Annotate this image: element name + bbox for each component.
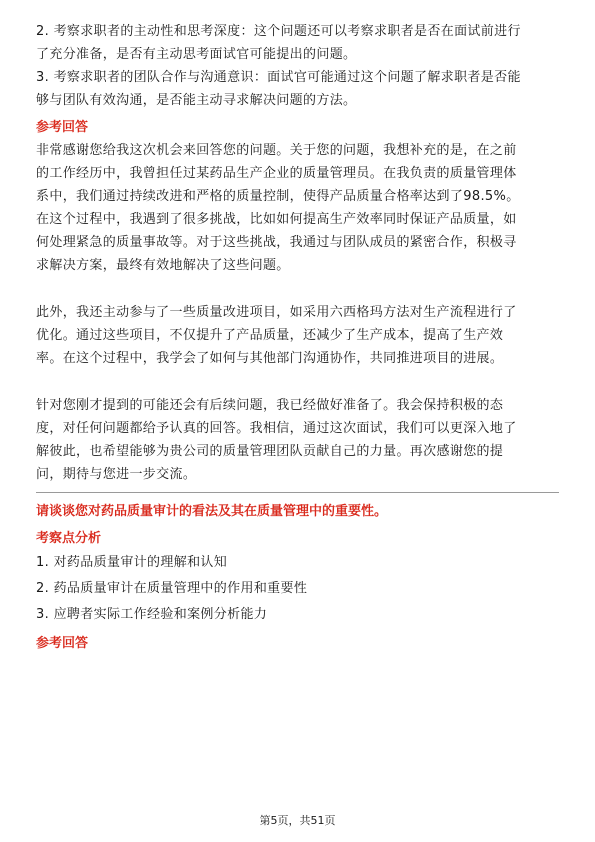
reference-answer-heading: 参考回答: [36, 120, 89, 135]
paragraph-line: 在这个过程中，我遇到了很多挑战，比如如何提高生产效率同时保证产品质量，如: [36, 212, 517, 227]
list-item: 1. 对药品质量审计的理解和认知: [36, 555, 228, 570]
point-line: 3. 考察求职者的团队合作与沟通意识：面试官可能通过这个问题了解求职者是否能: [36, 70, 521, 85]
answer-paragraph-1: [36, 139, 559, 277]
point-line: 了充分准备，是否有主动思考面试官可能提出的问题。: [36, 47, 357, 62]
answer-paragraph-2: [36, 301, 559, 370]
section-divider: [36, 492, 559, 493]
spacer: [36, 277, 559, 301]
analysis-heading: 考察点分析: [36, 531, 102, 546]
paragraph-line: 系中，我们通过持续改进和严格的质量控制，使得产品质量合格率达到了98.5%。: [36, 189, 520, 204]
paragraph-line: 的工作经历中，我曾担任过某药品生产企业的质量管理员。在我负责的质量管理体: [36, 166, 517, 181]
paragraph-line: 度，对任何问题都给予认真的回答。我相信，通过这次面试，我们可以更深入地了: [36, 421, 517, 436]
list-item: 2. 药品质量审计在质量管理中的作用和重要性: [36, 581, 308, 596]
paragraph-line: 何处理紧急的质量事故等。对于这些挑战，我通过与团队成员的紧密合作，积极寻: [36, 235, 517, 250]
exam-points-continued: [36, 20, 559, 112]
page-content: [36, 20, 559, 655]
paragraph-line: 非常感谢您给我这次机会来回答您的问题。关于您的问题，我想补充的是，在之前: [36, 143, 517, 158]
reference-answer-heading: 参考回答: [36, 636, 89, 651]
list-item: 3. 应聘者实际工作经验和案例分析能力: [36, 607, 268, 622]
spacer: [36, 370, 559, 394]
paragraph-line: 此外，我还主动参与了一些质量改进项目，如采用六西格玛方法对生产流程进行了: [36, 305, 517, 320]
paragraph-line: 求解决方案，最终有效地解决了这些问题。: [36, 258, 290, 273]
page-number: 第5页，共51页: [259, 814, 336, 827]
paragraph-line: 针对您刚才提到的可能还会有后续问题，我已经做好准备了。我会保持积极的态: [36, 398, 504, 413]
paragraph-line: 率。在这个过程中，我学会了如何与其他部门沟通协作，共同推进项目的进展。: [36, 351, 504, 366]
paragraph-line: 解彼此，也希望能够为贵公司的质量管理团队贡献自己的力量。再次感谢您的提: [36, 444, 504, 459]
paragraph-line: 问，期待与您进一步交流。: [36, 467, 197, 482]
analysis-list: [36, 550, 559, 628]
answer-paragraph-3: [36, 394, 559, 486]
question-title: 请谈谈您对药品质量审计的看法及其在质量管理中的重要性。: [36, 504, 388, 519]
point-line: 够与团队有效沟通，是否能主动寻求解决问题的方法。: [36, 93, 357, 108]
point-line: 2. 考察求职者的主动性和思考深度：这个问题还可以考察求职者是否在面试前进行: [36, 24, 521, 39]
paragraph-line: 优化。通过这些项目，不仅提升了产品质量，还减少了生产成本，提高了生产效: [36, 328, 504, 343]
